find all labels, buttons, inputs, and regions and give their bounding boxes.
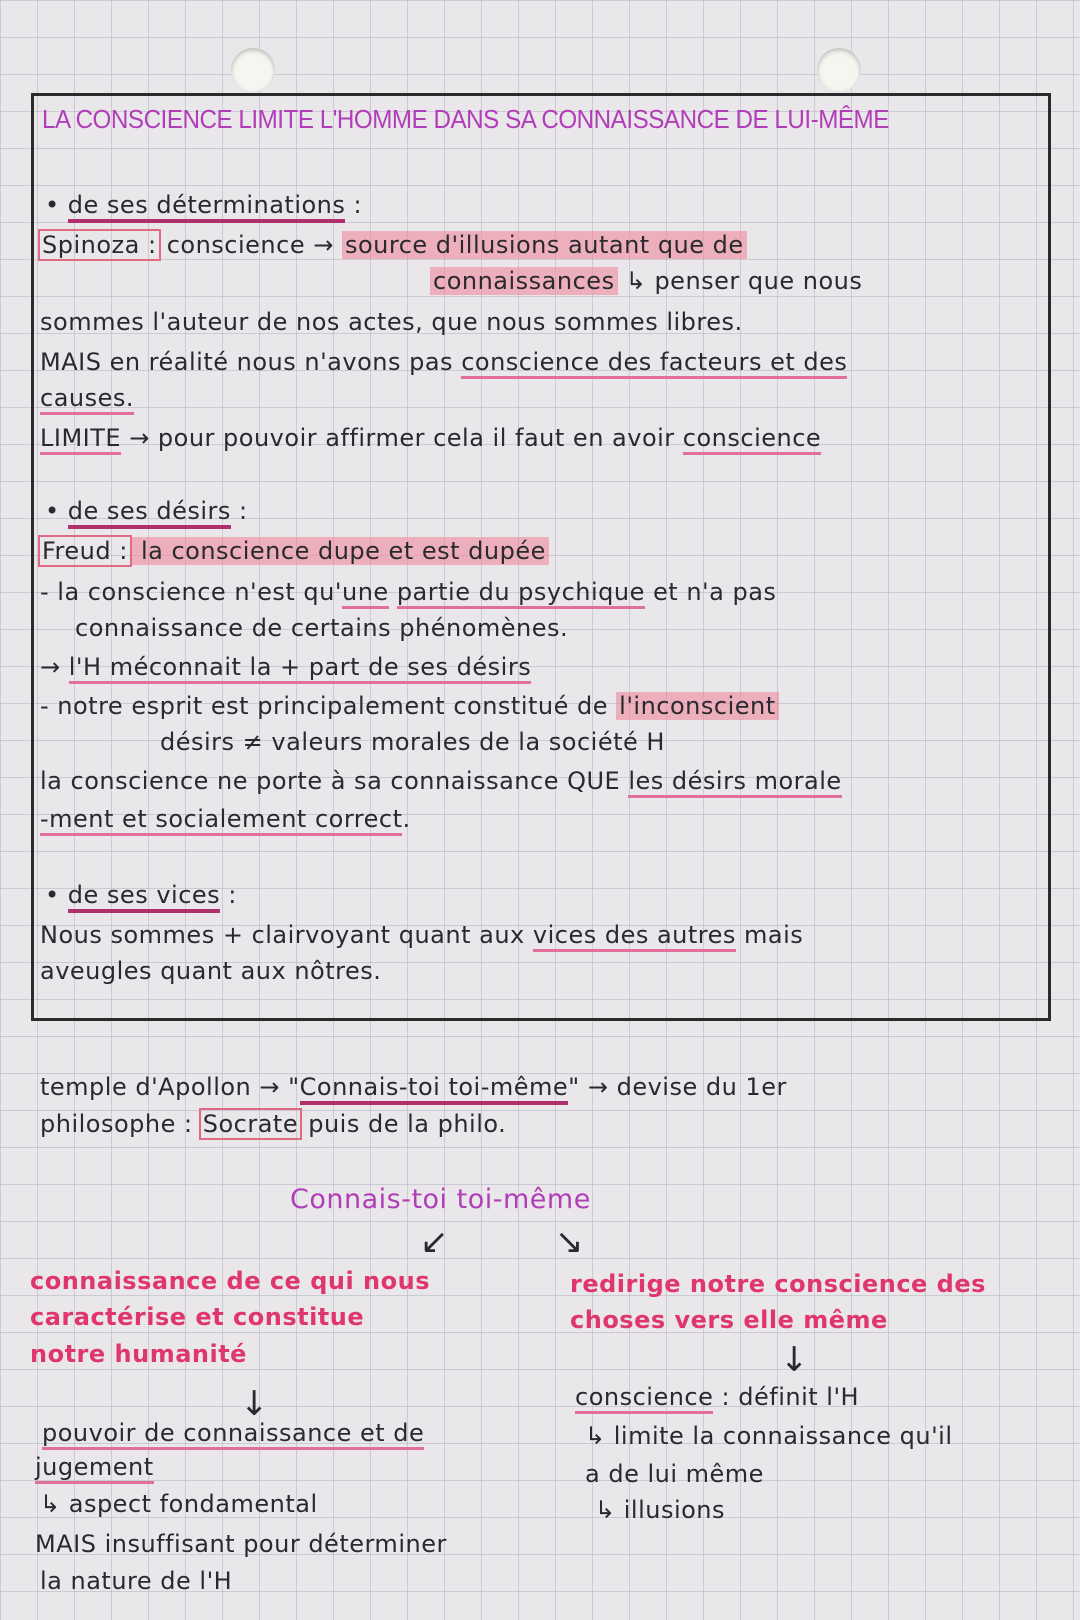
text: Connais-toi toi-même [290,1184,591,1215]
text: connaissance de ce qui nous [30,1267,430,1295]
note-line [30,1266,430,1296]
note-line [40,1072,787,1102]
page-title: LA CONSCIENCE LIMITE L'HOMME DANS SA CONNAISSANCE DE LUI-MÊME [42,104,889,134]
underlined-text: -ment et [40,805,155,836]
note-line [45,190,362,220]
note-line [45,880,237,910]
text: mais [735,921,804,949]
underlined-text: LIMITE [40,424,121,455]
note-line [30,1302,364,1332]
note-line [570,1305,888,1335]
text: et n'a pas [644,578,777,606]
text: • [45,881,68,909]
note-line [75,613,568,643]
underlined-text: jugement [35,1453,154,1484]
note-line [45,496,248,526]
text: : [230,497,248,525]
note-line [160,727,665,757]
underlined-text: conscience [575,1383,713,1414]
text: MAIS insuffisant pour déterminer [35,1530,447,1558]
note-line [40,1109,506,1139]
text: → pour pouvoir affirmer cela il faut en avoir [121,424,683,452]
underlined-text: les désirs morale [628,767,841,798]
arrow-icon: ↘ [555,1222,584,1262]
note-line [40,766,842,796]
text: aveugles quant aux nôtres. [40,957,382,985]
text: " → devise du 1er [568,1073,787,1101]
text: ↳ limite la connaissance qu'il [585,1422,953,1450]
binder-hole-left [231,48,275,92]
highlighted-text: la conscience dupe et est dupée [130,537,549,565]
arrow-icon: ↓ [780,1340,809,1380]
note-line [430,266,862,296]
text: connaissance de certains phénomènes. [75,614,569,642]
boxed-text: Freud : [42,537,128,565]
text: MAIS en réalité nous n'avons pas [40,348,462,376]
boxed-text: Spinoza : [42,231,157,259]
highlighted-text: source d'illusions autant que de [342,231,747,259]
text: - notre esprit est principalement constitué de [40,692,617,720]
note-line [40,956,381,986]
text: la nature de l'H [40,1567,233,1595]
text: - la conscience n'est qu' [40,578,342,606]
text [389,578,397,606]
text: puis de la philo. [300,1110,507,1138]
text: . [402,805,411,833]
note-line [40,691,779,721]
arrow-icon: ↙ [420,1222,449,1262]
text: la conscience ne porte à sa connaissance QUE [40,767,629,795]
underlined-text: pouvoir de connaissance et de [42,1419,424,1450]
text: ↳ aspect fondamental [40,1490,318,1518]
text: choses vers elle même [570,1306,888,1334]
note-line [40,577,776,607]
note-line [30,1339,247,1369]
underlined-text: vices des autres [533,921,736,952]
note-line [40,230,747,260]
text: conscience → [158,231,342,259]
text: ↳ penser que nous [617,267,863,295]
text: sommes l'auteur de nos actes, que nous sommes libres. [40,308,743,336]
note-line [585,1421,953,1451]
text: redirige notre conscience des [570,1270,986,1298]
text: → [40,653,69,681]
note-line [575,1382,859,1412]
underlined-text: partie du psychique [397,578,645,609]
note-line [40,307,743,337]
note-line [40,1566,232,1596]
text: désirs ≠ valeurs morales de la société H [160,728,665,756]
note-line [40,536,549,566]
boxed-text: Socrate [202,1110,299,1138]
text: • [45,191,68,219]
arrow-icon: ↓ [240,1384,269,1424]
text: ↳ illusions [595,1496,726,1524]
note-line [35,1452,154,1482]
text: philosophe : [40,1110,201,1138]
text: temple d'Apollon → " [40,1073,300,1101]
text: : [345,191,363,219]
note-line [40,920,803,950]
note-line [585,1459,764,1489]
note-line [595,1495,725,1525]
underlined-text: conscience des facteurs et des [461,348,847,379]
underlined-text: causes. [40,384,134,415]
underlined-text: de ses déterminations [68,191,346,223]
text: • [45,497,68,525]
binder-hole-right [817,48,861,92]
text: notre humanité [30,1340,247,1368]
underlined-text: une [342,578,389,609]
note-line [40,383,134,413]
underlined-text: l'H méconnait la + part de ses désirs [69,653,531,684]
note-line [570,1269,986,1299]
note-line [290,1185,591,1215]
highlighted-text: connaissances [430,267,618,295]
underlined-text: socialement correct [155,805,402,836]
underlined-text: de ses désirs [68,497,231,529]
text: Nous sommes + clairvoyant quant aux [40,921,533,949]
underlined-text: Connais-toi toi-même [300,1073,569,1105]
text: caractérise et constitue [30,1303,365,1331]
note-line [42,1418,424,1448]
note-line [40,1489,318,1519]
highlighted-text: l'inconscient [616,692,779,720]
note-line [40,347,847,377]
text: : [220,881,237,909]
underlined-text: de ses vices [68,881,220,913]
text: a de lui même [585,1460,764,1488]
note-line [35,1529,447,1559]
note-line [40,423,821,453]
note-line [40,652,531,682]
text: : définit l'H [713,1383,860,1411]
underlined-text: conscience [683,424,821,455]
note-line [40,804,411,834]
